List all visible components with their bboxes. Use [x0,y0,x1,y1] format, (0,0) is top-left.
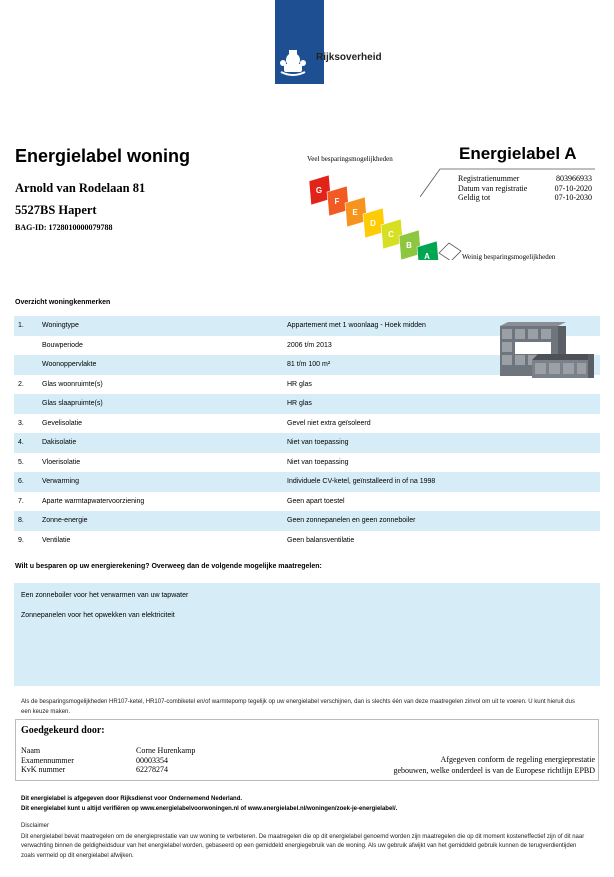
conformity-line: Afgegeven conform de regeling energieprestatie [440,755,595,764]
registration-info [458,174,592,203]
scale-top-text: Veel besparingsmogelijkheden [307,155,393,163]
approval-fields [21,746,195,775]
row-value: Niet van toepassing [287,458,349,466]
row-label: Dakisolatie [42,439,77,447]
conformity-statement [394,755,596,776]
row-value: Niet van toepassing [287,439,349,447]
row-number: 5. [18,458,24,466]
registration-row [458,193,592,203]
address-street: Arnold van Rodelaan 81 [15,181,146,195]
woningkenmerk-row [14,394,600,414]
row-label: Glas woonruimte(s) [42,380,103,388]
row-value: Geen zonnepanelen en geen zonneboiler [287,517,416,525]
energy-class-letter: C [388,230,394,239]
row-label: Zonne-energie [42,517,88,525]
registration-label: Datum van registratie [458,183,528,193]
apartment-building-icon [498,322,596,380]
section-heading-woningkenmerken: Overzicht woningkenmerken [15,299,111,306]
row-label: Verwarming [42,478,79,486]
row-number: 8. [18,517,24,525]
energy-class-letter: E [352,208,358,217]
approval-title: Goedgekeurd door: [21,725,105,736]
bag-id: BAG-ID: 1728010000079788 [15,223,113,232]
woningkenmerk-row [14,433,600,453]
approval-row [21,756,195,766]
registration-value: 07-10-2020 [554,183,592,193]
row-number: 4. [18,439,24,447]
crest-icon [277,46,309,78]
approval-label: Examennummer [21,755,74,765]
approval-box [15,719,599,781]
maatregel-item: Zonnepanelen voor het opwekken van elektriciteit [21,612,175,619]
issuer-line: Dit energielabel is afgegeven door Rijksdienst voor Ondernemend Nederland. [21,796,243,802]
row-value: HR glas [287,380,312,388]
registration-value: 07-10-2030 [554,193,592,202]
registration-row [458,184,592,194]
row-label: Gevelisolatie [42,419,83,427]
disclaimer-text: Dit energielabel bevat maatregelen om de energieprestatie van uw woning te verbeteren. De maatregelen die op dit energielabel genoemd worden zijn maatregelen die op dit moment kosteneffectief zijn of dit naar verwachting binnen de geldigheidsduur van het energielabel worden, gebaseerd op een gemiddeld energiegebruik van de woning. Als uw gebruik afwijkt van het gemiddeld gebruik kunnen de terugverdientijden zoals vermeld op dit energielabel afwijken. [21,833,585,859]
approval-label: KvK nummer [21,765,66,774]
woningkenmerk-row [14,511,600,531]
row-label: Glas slaapruimte(s) [42,400,103,408]
row-number: 6. [18,478,24,486]
energy-class-letter: F [334,197,340,206]
row-label: Woonoppervlakte [42,361,97,369]
row-value: 81 t/m 100 m² [287,361,331,369]
energy-class-letter: A [424,252,430,260]
energy-class-letter: G [315,186,323,195]
row-label: Bouwperiode [42,341,83,349]
row-label: Ventilatie [42,536,71,544]
row-value: Geen balansventilatie [287,536,355,544]
registration-label: Registratienummer [458,174,520,183]
row-number: 7. [18,497,24,505]
approval-value: Corne Hurenkamp [136,746,196,755]
row-number: 3. [18,419,24,427]
logo-text: Rijksoverheid [316,52,382,63]
energy-label-title: Energielabel A [459,144,577,163]
active-class-marker [439,243,461,260]
row-label: Woningtype [42,322,79,330]
row-value: Individuele CV-ketel, geïnstalleerd in of na 1998 [287,478,436,486]
woningkenmerk-row [14,492,600,512]
approval-label: Naam [21,746,41,755]
approval-row [21,765,195,775]
approval-value: 00003354 [136,755,168,765]
woningkenmerk-row [14,414,600,434]
energy-class-letter: D [370,219,376,228]
row-value: 2006 t/m 2013 [287,341,332,349]
row-value: Geen apart toestel [287,497,345,505]
row-number: 1. [18,322,24,330]
verification-line: Dit energielabel kunt u altijd verifiëren op www.energielabelvoorwoningen.nl of www.energielabel.nl/woningen/zoek-je-energielabel/. [21,806,398,812]
row-number: 2. [18,380,24,388]
disclaimer-title: Disclaimer [21,823,50,829]
registration-value: 803966933 [556,174,592,183]
row-value: HR glas [287,400,312,408]
conformity-line: gebouwen, welke onderdeel is van de Europese richtlijn EPBD [393,765,595,775]
note-text: Als de besparingsmogelijkheden HR107-ketel, HR107-combiketel en/of warmtepomp tegelijk op uw energielabel verschijnen, dan is slechts één van deze maatregelen zinvol om uit te voeren. U kunt hieruit dus een keuze maken. [21,699,575,715]
approval-value: 62278274 [136,765,168,774]
approval-row [21,746,195,756]
page-title: Energielabel woning [15,146,191,166]
woningkenmerk-row [14,472,600,492]
row-label: Vloerisolatie [42,458,81,466]
row-value: Appartement met 1 woonlaag - Hoek midden [287,322,426,330]
woningkenmerk-row [14,453,600,473]
row-value: Gevel niet extra geïsoleerd [287,419,371,427]
maatregelen-box [14,583,600,686]
woningkenmerk-row [14,531,600,551]
registration-row [458,174,592,184]
row-number: 9. [18,536,24,544]
maatregel-item: Een zonneboiler voor het verwarmen van uw tapwater [21,592,189,599]
row-label: Aparte warmtapwatervoorziening [42,497,145,505]
address-postcode: 5527BS Hapert [15,203,97,217]
energy-class-letter: B [406,241,412,250]
disclaimer [21,822,591,861]
registration-label: Geldig tot [458,193,491,202]
section-heading-maatregelen: Wilt u besparen op uw energierekening? Overweeg dan de volgende mogelijke maatregelen: [15,563,322,570]
scale-bottom-text: Weinig besparingsmogelijkheden [462,253,556,261]
issuer-statement [21,794,397,814]
